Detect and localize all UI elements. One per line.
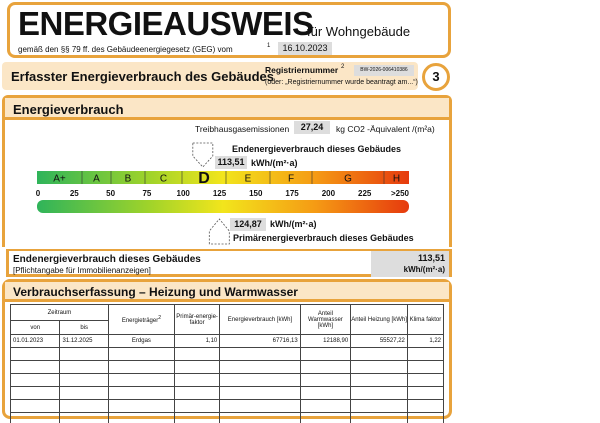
scale-tick-label: 75 (142, 189, 152, 198)
scale-tick-label: 175 (285, 189, 299, 198)
primary-energy-unit: kWh/(m²·a) (270, 219, 317, 229)
table-cell (11, 387, 60, 400)
table-cell (220, 348, 300, 361)
end-energy-value-field: 113,51 (215, 156, 247, 169)
table-cell (60, 374, 108, 387)
table-cell (300, 413, 351, 423)
table-cell: 12188,90 (300, 335, 351, 348)
table-row (11, 400, 444, 413)
law-reference: gemäß den §§ 79 ff. des Gebäudeenergiegesetz (GEG) vom (18, 45, 233, 54)
table-cell (60, 348, 108, 361)
registration-number-field: BW-2026-006410386 (354, 65, 414, 76)
scale-bar-bottom (37, 200, 409, 213)
energy-panel-title: Energieverbrauch (13, 102, 124, 117)
table-cell (108, 413, 174, 423)
table-cell (220, 361, 300, 374)
table-cell (407, 413, 443, 423)
end-summary-value-box (371, 251, 449, 277)
table-cell: 1,10 (174, 335, 219, 348)
col-climate-factor: Klima faktor (407, 305, 443, 335)
energy-class-label: H (392, 173, 401, 185)
col-to: bis (60, 321, 108, 335)
table-cell (300, 374, 351, 387)
registration-label: Registriernummer (265, 65, 339, 75)
scale-tick-label: 200 (321, 189, 336, 198)
table-cell (220, 387, 300, 400)
table-cell (300, 361, 351, 374)
table-row (11, 413, 444, 423)
table-cell (108, 374, 174, 387)
registration-note: (oder: „Registriernummer wurde beantragt am...“) (265, 79, 418, 86)
table-cell (60, 361, 108, 374)
table-row (11, 387, 444, 400)
scale-tick-label: 25 (69, 189, 79, 198)
energy-class-label: D (198, 170, 210, 187)
scale-tick-label: >250 (390, 189, 410, 198)
table-cell (220, 374, 300, 387)
table-cell (60, 400, 108, 413)
table-cell (407, 374, 443, 387)
consumption-panel-header (5, 282, 449, 302)
table-row (11, 374, 444, 387)
end-energy-summary (6, 249, 452, 277)
table-cell (407, 348, 443, 361)
end-summary-note: [Pflichtangabe für Immobilienanzeigen] (13, 266, 151, 275)
table-row (11, 348, 444, 361)
table-cell (174, 413, 219, 423)
energy-class-label: E (244, 173, 252, 185)
ghg-value-field: 27,24 (294, 121, 330, 134)
scale-tick-label: 100 (176, 189, 190, 198)
scale-tick-label: 50 (106, 189, 116, 198)
table-cell (300, 400, 351, 413)
scale-tick-label: 225 (358, 189, 372, 198)
primary-energy-marker-icon (209, 219, 229, 244)
table-cell (407, 400, 443, 413)
col-warm-water: Anteil Warmwasser [kWh] (300, 305, 351, 335)
primary-energy-label: Primärenergieverbrauch dieses Gebäudes (233, 233, 414, 243)
consumption-record-panel (2, 279, 452, 419)
energy-class-label: F (287, 173, 295, 185)
document-title: ENERGIEAUSWEIS (18, 5, 314, 42)
primary-energy-value-field: 124,87 (230, 218, 266, 231)
table-cell (108, 387, 174, 400)
table-cell (407, 361, 443, 374)
table-cell (11, 361, 60, 374)
table-cell: 55527,22 (351, 335, 408, 348)
energy-class-label: B (124, 173, 132, 185)
consumption-panel-title: Verbrauchserfassung – Heizung und Warmwasser (13, 285, 298, 299)
table-cell (108, 400, 174, 413)
col-energy-consumption: Energieverbrauch [kWh] (220, 305, 300, 335)
col-primary-factor: Primär-energie-faktor (174, 305, 219, 335)
table-cell (351, 374, 408, 387)
table-cell (300, 348, 351, 361)
table-cell (60, 413, 108, 423)
col-from: von (11, 321, 60, 335)
col-energy-carrier: Energieträger$^2$ (108, 305, 174, 335)
table-cell (351, 400, 408, 413)
end-energy-label: Endenergieverbrauch dieses Gebäudes (232, 144, 402, 154)
table-cell (11, 400, 60, 413)
energy-class-label: G (344, 173, 352, 185)
table-cell (174, 400, 219, 413)
table-cell (60, 387, 108, 400)
scale-tick-label: 0 (35, 189, 41, 198)
table-cell (220, 413, 300, 423)
col-period: Zeitraum (11, 305, 109, 321)
end-energy-marker-icon (193, 143, 213, 167)
scale-tick-label: 125 (212, 189, 227, 198)
end-summary-unit: kWh/(m²·a) (403, 265, 445, 274)
document-subtitle: für Wohngebäude (307, 24, 411, 39)
table-cell (108, 361, 174, 374)
table-row (11, 361, 444, 374)
registration-footnote-mark: 2 (341, 64, 345, 70)
section-title: Erfasster Energieverbrauch des Gebäudes (11, 69, 275, 84)
page-number-badge: 3 (422, 63, 450, 91)
ghg-unit: kg CO2 -Äquivalent /(m²a) (336, 124, 435, 134)
law-date-field: 16.10.2023 (278, 42, 332, 55)
end-summary-title: Endenergieverbrauch dieses Gebäudes (13, 254, 201, 265)
energy-class-label: C (159, 173, 168, 185)
table-cell (174, 361, 219, 374)
ghg-label: Treibhausgasemissionen (195, 124, 290, 134)
scale-tick-label: 150 (249, 189, 263, 198)
col-heating: Anteil Heizung [kWh] (351, 305, 408, 335)
table-cell (351, 413, 408, 423)
table-cell: 1,22 (407, 335, 443, 348)
table-row (11, 335, 444, 348)
table-cell (220, 400, 300, 413)
consumption-table (10, 304, 444, 423)
table-cell: 31.12.2025 (60, 335, 108, 348)
end-energy-unit: kWh/(m²·a) (251, 158, 298, 168)
table-cell (407, 387, 443, 400)
table-cell (351, 387, 408, 400)
table-cell (174, 374, 219, 387)
energy-class-label: A+ (53, 173, 66, 185)
table-cell: 01.01.2023 (11, 335, 60, 348)
table-cell (108, 348, 174, 361)
table-cell (174, 387, 219, 400)
table-cell (11, 348, 60, 361)
table-cell (11, 374, 60, 387)
table-cell (11, 413, 60, 423)
table-cell: 67716,13 (220, 335, 300, 348)
table-cell (174, 348, 219, 361)
table-cell: Erdgas (108, 335, 174, 348)
table-cell (351, 348, 408, 361)
energy-class-label: A (93, 173, 100, 185)
table-cell (351, 361, 408, 374)
end-summary-value: 113,51 (417, 253, 445, 263)
law-footnote-mark: 1 (267, 43, 271, 49)
table-cell (300, 387, 351, 400)
